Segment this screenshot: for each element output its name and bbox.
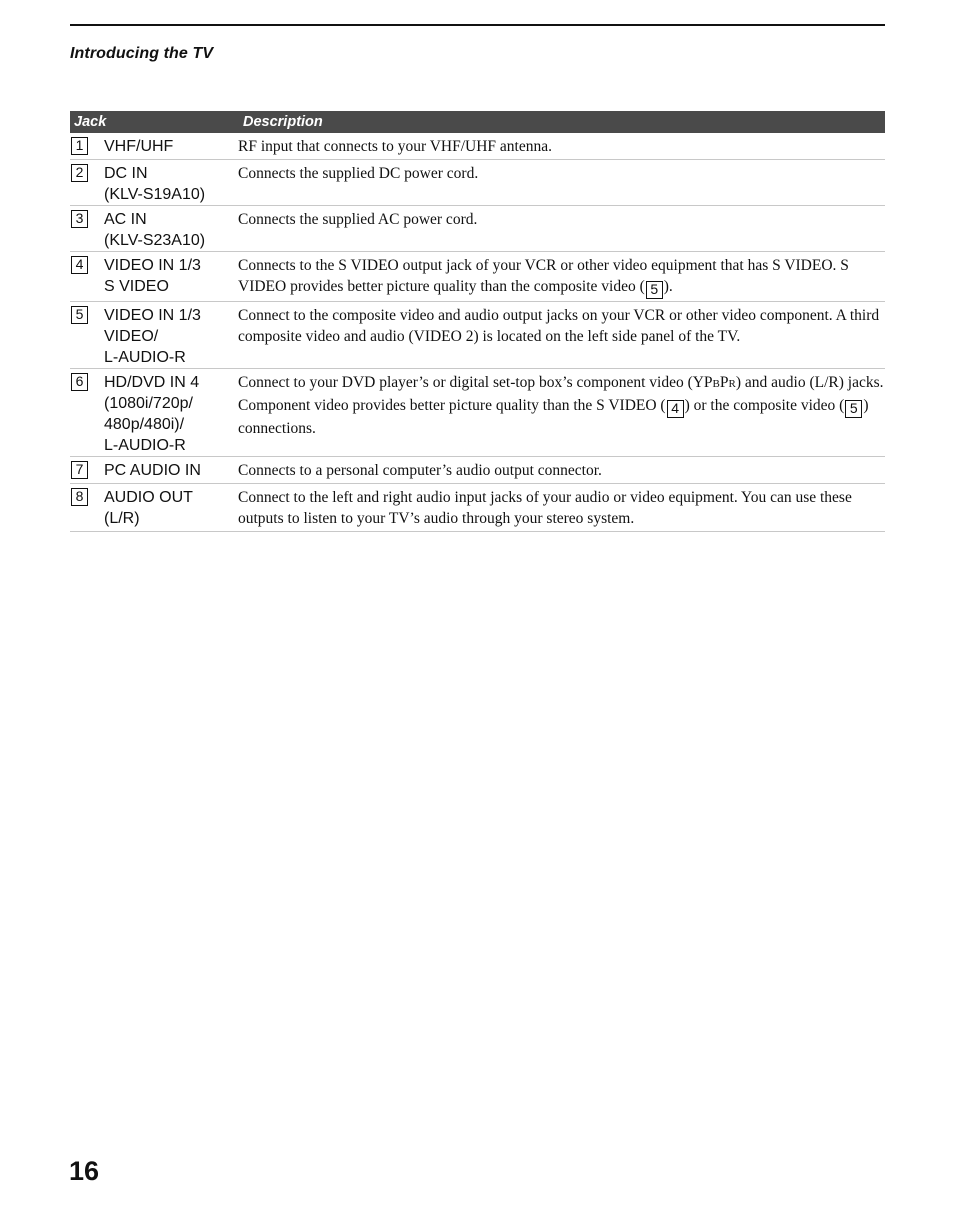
column-header-description: Description	[243, 114, 323, 130]
jack-name: HD/DVD IN 4 (1080i/720p/ 480p/480i)/ L-AUDIO-R	[104, 374, 200, 454]
description-text: ) and audio (L/R) jacks. Component video provides better picture quality than the S VIDEO (	[238, 374, 884, 414]
item-number-badge: 3	[71, 210, 88, 228]
jack-name: AC IN (KLV-S23A10)	[104, 211, 206, 249]
table-row	[70, 457, 885, 484]
table-header	[70, 111, 885, 133]
table-row	[70, 206, 885, 252]
item-reference-badge: 4	[667, 400, 684, 418]
jack-description	[238, 255, 885, 301]
table-row	[70, 160, 885, 206]
jack-description: Connects to a personal computer’s audio output connector.	[238, 462, 602, 479]
table-row	[70, 369, 885, 457]
description-text: ) or the composite video (	[684, 397, 845, 414]
item-reference-badge: 5	[646, 281, 663, 299]
jack-name: PC AUDIO IN	[104, 462, 201, 479]
jack-name: VIDEO IN 1/3 VIDEO/ L-AUDIO-R	[104, 307, 201, 366]
jack-name: DC IN (KLV-S19A10)	[104, 165, 206, 203]
description-text: ).	[663, 278, 673, 295]
page-number: 16	[69, 1156, 100, 1186]
jack-description: Connect to the left and right audio input jacks of your audio or video equipment. You can use these outputs to listen to your TV’s audio through your stereo system.	[238, 489, 852, 527]
jack-description	[238, 372, 885, 456]
column-header-jack: Jack	[74, 114, 107, 130]
item-number-badge: 5	[71, 306, 88, 324]
jack-name: VHF/UHF	[104, 138, 174, 155]
table-row	[70, 302, 885, 369]
item-number-badge: 6	[71, 373, 88, 391]
jack-description: RF input that connects to your VHF/UHF antenna.	[238, 138, 552, 155]
description-text: ) connections.	[238, 397, 869, 437]
jack-description: Connects the supplied AC power cord.	[238, 211, 478, 228]
section-title: Introducing the TV	[70, 45, 214, 62]
item-number-badge: 8	[71, 488, 88, 506]
item-number-badge: 4	[71, 256, 88, 274]
top-rule	[70, 24, 885, 26]
item-reference-badge: 5	[845, 400, 862, 418]
jack-name: AUDIO OUT (L/R)	[104, 489, 193, 527]
description-text: P	[719, 374, 729, 391]
description-text: Connect to your DVD player’s or digital set-top box’s component video (YP	[238, 374, 713, 391]
description-text: Connects to the S VIDEO output jack of your VCR or other video equipment that has S VIDEO. S VIDEO provides better picture quality than the composite video (	[238, 257, 849, 295]
item-number-badge: 2	[71, 164, 88, 182]
table-row	[70, 484, 885, 532]
table-row	[70, 252, 885, 302]
small-caps-text: B	[712, 378, 720, 390]
jack-description: Connects the supplied DC power cord.	[238, 165, 479, 182]
jack-table	[70, 111, 885, 532]
item-number-badge: 7	[71, 461, 88, 479]
table-row	[70, 133, 885, 160]
small-caps-text: R	[728, 378, 736, 390]
item-number-badge: 1	[71, 137, 88, 155]
jack-name: VIDEO IN 1/3 S VIDEO	[104, 257, 201, 295]
jack-description: Connect to the composite video and audio output jacks on your VCR or other video component. A third composite video and audio (VIDEO 2) is located on the left side panel of the TV.	[238, 307, 880, 345]
